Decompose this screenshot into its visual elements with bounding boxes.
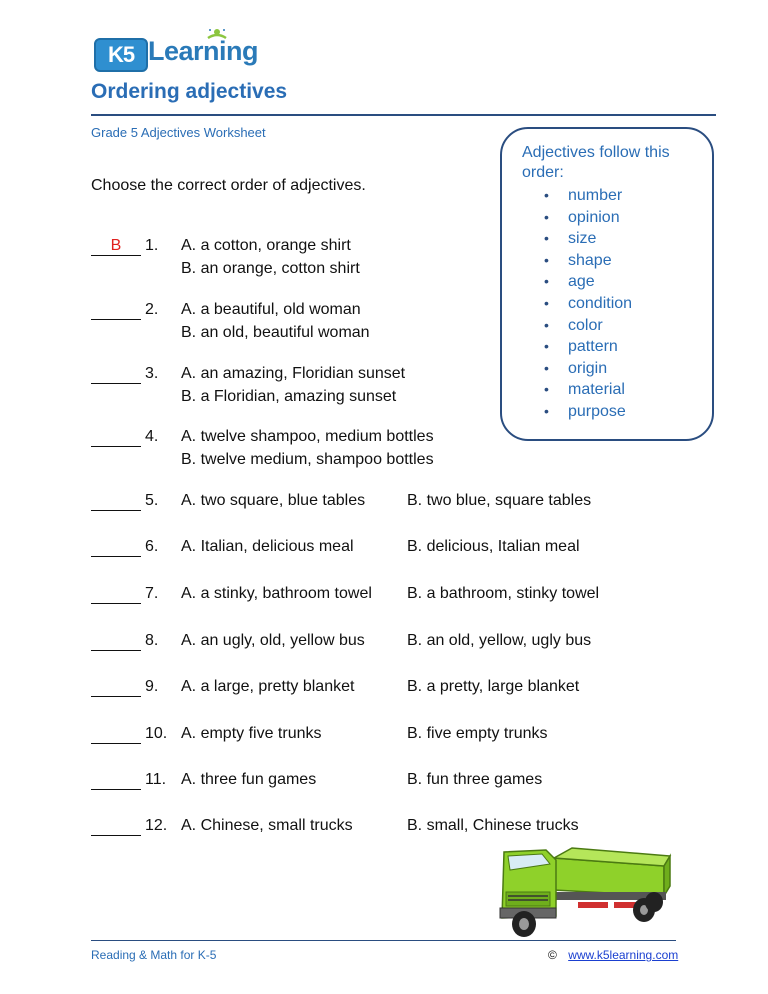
bullet-icon: • xyxy=(544,338,549,355)
worksheet-subtitle: Grade 5 Adjectives Worksheet xyxy=(91,125,266,140)
option-b: B. a bathroom, stinky towel xyxy=(407,585,600,602)
footer-copyright xyxy=(548,948,678,962)
question-number: 11. xyxy=(145,771,167,788)
option-b: B. an old, yellow, ugly bus xyxy=(407,632,592,649)
answer-blank[interactable] xyxy=(91,365,141,384)
answer-blank[interactable] xyxy=(91,632,141,651)
option-b: B. a pretty, large blanket xyxy=(407,678,580,695)
adjective-order-item xyxy=(544,228,632,250)
adjective-order-label: purpose xyxy=(568,402,626,420)
option-b: B. five empty trunks xyxy=(407,725,548,742)
answer-blank[interactable] xyxy=(91,301,141,320)
question-number: 12. xyxy=(145,817,168,834)
bullet-icon: • xyxy=(544,381,549,398)
logo-wordmark: Learning xyxy=(148,36,259,66)
option-a: A. a stinky, bathroom towel xyxy=(181,585,372,602)
bullet-icon: • xyxy=(544,187,549,203)
footer-divider xyxy=(91,940,676,941)
answer-blank[interactable] xyxy=(91,771,141,790)
adjective-order-item xyxy=(544,185,632,207)
adjective-order-label: color xyxy=(568,316,603,334)
answer-blank[interactable] xyxy=(91,817,141,836)
bullet-icon: • xyxy=(544,359,549,376)
question-number: 8. xyxy=(145,632,159,649)
option-a: A. empty five trunks xyxy=(181,725,322,742)
option-a: A. twelve shampoo, medium bottles xyxy=(181,428,434,445)
option-a: A. a cotton, orange shirt xyxy=(181,237,351,254)
bullet-icon: • xyxy=(544,208,549,225)
adjective-order-item xyxy=(544,379,632,401)
option-b: B. delicious, Italian meal xyxy=(407,538,580,555)
instructions: Choose the correct order of adjectives. xyxy=(91,177,366,194)
answer-blank[interactable] xyxy=(91,538,141,557)
title-divider xyxy=(91,114,716,116)
adjective-order-label: origin xyxy=(568,359,608,377)
bullet-icon: • xyxy=(544,251,549,268)
question-number: 4. xyxy=(145,428,159,445)
option-a: A. Chinese, small trucks xyxy=(181,817,353,834)
option-a: A. an ugly, old, yellow bus xyxy=(181,632,365,649)
k5learning-link[interactable]: www.k5learning.com xyxy=(568,948,679,962)
option-b: B. a Floridian, amazing sunset xyxy=(181,388,397,405)
adjective-order-item xyxy=(544,207,632,229)
adjective-order-label: age xyxy=(568,273,595,291)
option-b: B. twelve medium, shampoo bottles xyxy=(181,451,434,468)
option-b: B. an orange, cotton shirt xyxy=(181,260,360,277)
adjective-order-item xyxy=(544,358,632,380)
page-title: Ordering adjectives xyxy=(91,80,288,103)
option-a: A. Italian, delicious meal xyxy=(181,538,354,555)
adjective-order-label: material xyxy=(568,381,625,399)
question-number: 9. xyxy=(145,678,159,695)
adjective-order-item xyxy=(544,250,632,272)
adjective-order-item xyxy=(544,271,632,293)
bullet-icon: • xyxy=(544,273,549,290)
bullet-icon: • xyxy=(544,294,549,311)
option-a: A. an amazing, Floridian sunset xyxy=(181,365,406,382)
option-a: A. a large, pretty blanket xyxy=(181,678,355,695)
answer-blank[interactable] xyxy=(91,725,141,744)
answer-blank[interactable] xyxy=(91,492,141,511)
adjective-order-label: condition xyxy=(568,294,633,312)
question-number: 10. xyxy=(145,725,168,742)
adjective-order-heading: Adjectives follow this order: xyxy=(522,144,670,181)
adjective-order-item xyxy=(544,315,632,337)
option-b: B. small, Chinese trucks xyxy=(407,817,579,834)
option-a: A. three fun games xyxy=(181,771,317,788)
option-b: B. an old, beautiful woman xyxy=(181,324,370,341)
logo-figure-icon xyxy=(206,28,228,46)
footer-tagline: Reading & Math for K-5 xyxy=(91,948,217,962)
option-b: B. fun three games xyxy=(407,771,543,788)
bullet-icon: • xyxy=(544,230,549,247)
adjective-order-item xyxy=(544,336,632,358)
question-number: 1. xyxy=(145,237,159,254)
bullet-icon: • xyxy=(544,402,549,419)
truck-illustration xyxy=(494,838,674,940)
option-a: A. two square, blue tables xyxy=(181,492,366,509)
question-number: 6. xyxy=(145,538,159,555)
question-number: 7. xyxy=(145,585,159,602)
option-b: B. two blue, square tables xyxy=(407,492,592,509)
adjective-order-list xyxy=(544,185,632,423)
answer-value: B xyxy=(110,237,122,254)
adjective-order-label: number xyxy=(568,187,623,204)
option-a: A. a beautiful, old woman xyxy=(181,301,361,318)
k5-learning-logo xyxy=(94,28,259,74)
adjective-order-label: shape xyxy=(568,251,612,269)
answer-blank[interactable] xyxy=(91,678,141,697)
adjective-order-item xyxy=(544,293,632,315)
bullet-icon: • xyxy=(544,316,549,333)
answer-blank[interactable] xyxy=(91,428,141,447)
question-number: 2. xyxy=(145,301,159,318)
logo-k5-badge: K5 xyxy=(94,38,148,72)
answer-blank[interactable] xyxy=(91,585,141,604)
copyright-symbol: © xyxy=(548,948,557,962)
question-number: 5. xyxy=(145,492,159,509)
adjective-order-item xyxy=(544,401,632,423)
adjective-order-label: opinion xyxy=(568,208,620,226)
adjective-order-label: pattern xyxy=(568,338,618,356)
adjective-order-label: size xyxy=(568,230,597,248)
question-number: 3. xyxy=(145,365,159,382)
